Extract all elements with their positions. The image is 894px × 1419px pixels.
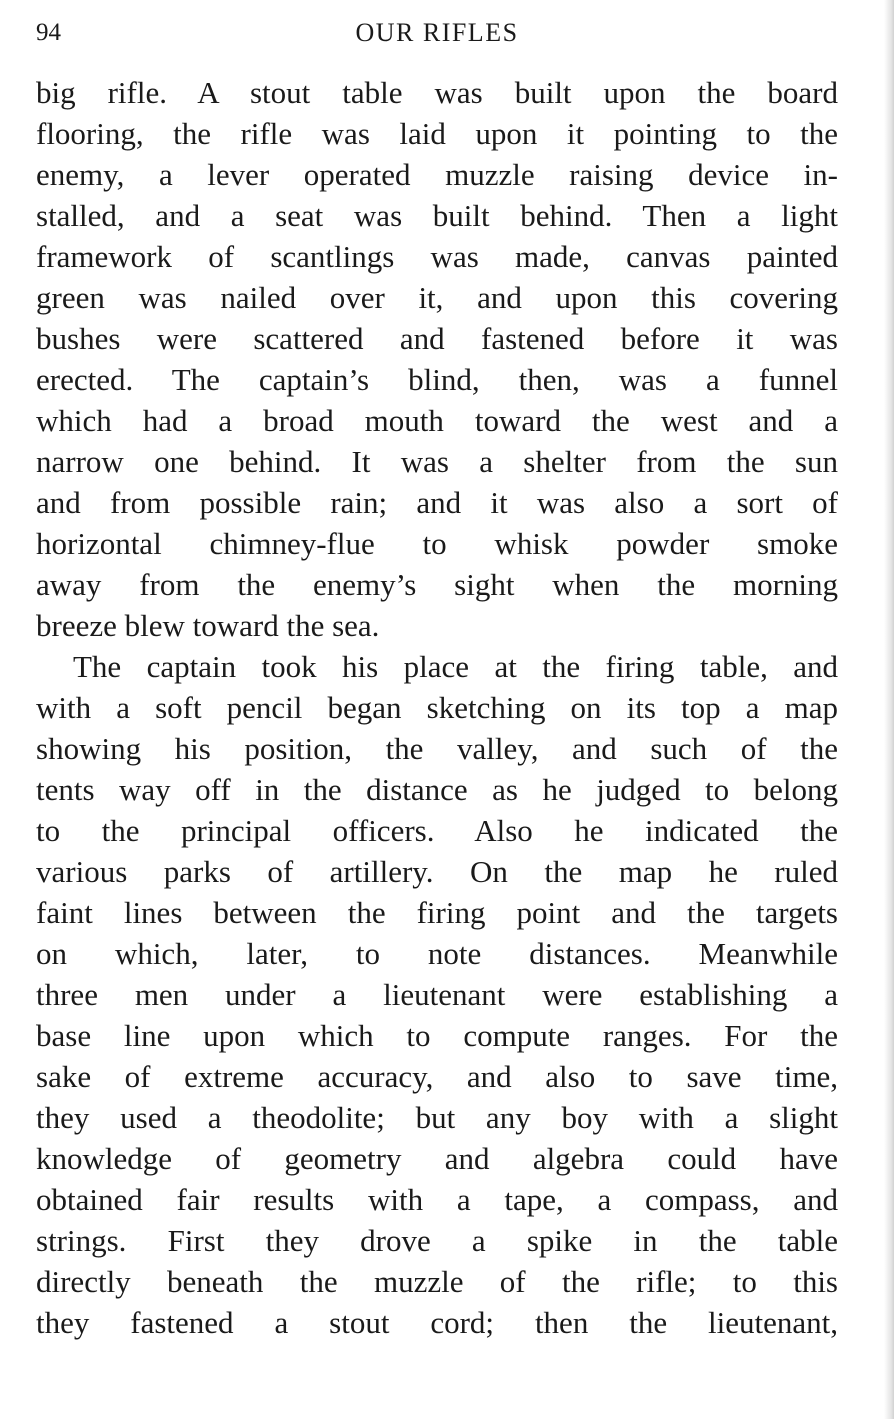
text-line: showing his position, the valley, and such of the bbox=[36, 731, 838, 766]
text-line: sake of extreme accuracy, and also to save time, bbox=[36, 1059, 838, 1094]
text-line: to the principal officers. Also he indicated the bbox=[36, 813, 838, 848]
text-line: faint lines between the firing point and the targets bbox=[36, 895, 838, 930]
text-line: tents way off in the distance as he judged to belong bbox=[36, 772, 838, 807]
text-line: on which, later, to note distances. Meanwhile bbox=[36, 936, 838, 971]
paragraph-1 bbox=[36, 72, 838, 646]
text-line: bushes were scattered and fastened before it was bbox=[36, 321, 838, 356]
text-line: framework of scantlings was made, canvas painted bbox=[36, 239, 838, 274]
text-line: breeze blew toward the sea. bbox=[36, 608, 380, 643]
text-line: knowledge of geometry and algebra could have bbox=[36, 1141, 838, 1176]
text-line: strings. First they drove a spike in the table bbox=[36, 1223, 838, 1258]
page-header bbox=[36, 12, 838, 52]
text-line: away from the enemy’s sight when the morning bbox=[36, 567, 838, 602]
text-line: The captain took his place at the firing table, and bbox=[73, 649, 838, 684]
page-number: 94 bbox=[36, 19, 61, 46]
text-line: with a soft pencil began sketching on its top a map bbox=[36, 690, 838, 725]
text-line: big rifle. A stout table was built upon the board bbox=[36, 75, 838, 110]
running-head: OUR RIFLES bbox=[355, 18, 519, 47]
text-line: green was nailed over it, and upon this covering bbox=[36, 280, 838, 315]
text-line: obtained fair results with a tape, a compass, and bbox=[36, 1182, 838, 1217]
text-line: flooring, the rifle was laid upon it pointing to the bbox=[36, 116, 838, 151]
text-line: directly beneath the muzzle of the rifle; to this bbox=[36, 1264, 838, 1299]
text-line: they used a theodolite; but any boy with a slight bbox=[36, 1100, 838, 1135]
text-line: erected. The captain’s blind, then, was a funnel bbox=[36, 362, 838, 397]
text-line: base line upon which to compute ranges. For the bbox=[36, 1018, 838, 1053]
text-line: enemy, a lever operated muzzle raising device in- bbox=[36, 157, 838, 192]
text-line: horizontal chimney-flue to whisk powder smoke bbox=[36, 526, 838, 561]
text-line: stalled, and a seat was built behind. Then a light bbox=[36, 198, 838, 233]
text-line: they fastened a stout cord; then the lieutenant, bbox=[36, 1305, 838, 1340]
text-line: three men under a lieutenant were establishing a bbox=[36, 977, 838, 1012]
body-text bbox=[36, 72, 838, 1343]
text-line: various parks of artillery. On the map he ruled bbox=[36, 854, 838, 889]
text-line: narrow one behind. It was a shelter from the sun bbox=[36, 444, 838, 479]
paragraph-2 bbox=[36, 646, 838, 1343]
page-edge-shadow bbox=[884, 0, 894, 1419]
text-line: and from possible rain; and it was also a sort of bbox=[36, 485, 838, 520]
text-line: which had a broad mouth toward the west and a bbox=[36, 403, 838, 438]
